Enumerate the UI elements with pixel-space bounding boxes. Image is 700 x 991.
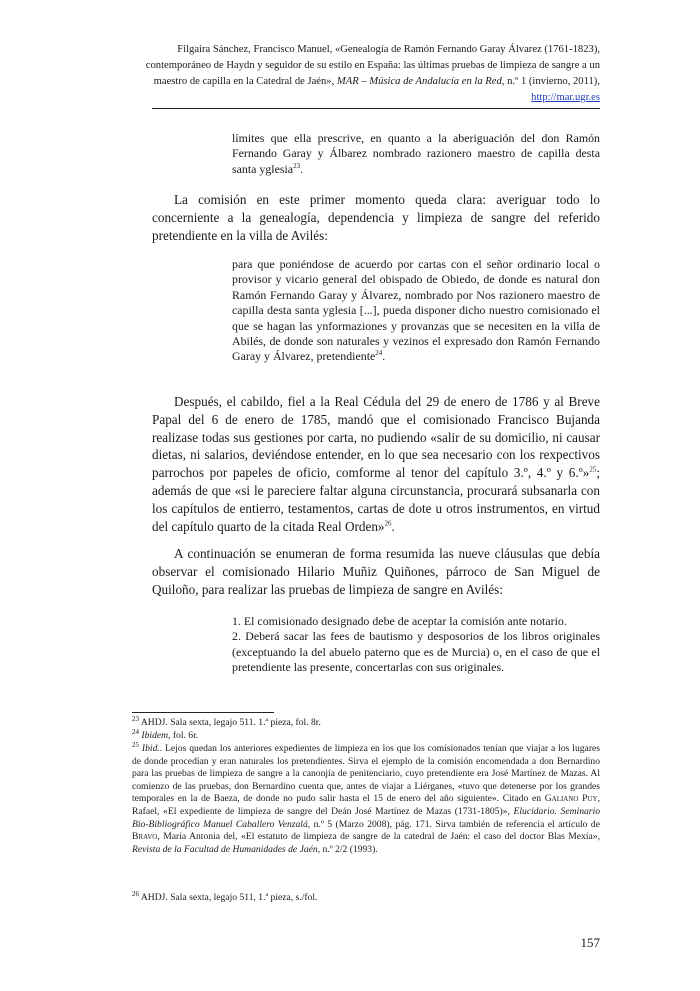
footnote-24-text: , fol. 6r. xyxy=(168,730,199,741)
paragraph-1-text: La comisión en este primer momento queda clara: averiguar todo lo concerniente a la genealogía, dependencia y limpieza de sangre del referido pretendiente en la villa de Avilés: xyxy=(152,192,600,243)
footnote-25 xyxy=(132,740,601,856)
footnote-24-number: 24 xyxy=(132,727,139,736)
block-quote-1-text: límites que ella prescrive, en quanto a la aberiguación del don Ramón Fernando Garay y Álbarez nombrado razionero maestro de capilla desta santa yglesia xyxy=(232,131,600,176)
paragraph-2-text-b: ; además de que «si le pareciere faltar alguna circunstancia, procurará subsanarla con los capítulos de entierro, testamentos, cartas de dote u otros instrumentos, en virtud del capítulo quarto de la citada Real Orden» xyxy=(152,465,600,534)
footnote-25-text-b: , Rafael, «El expediente de limpieza de sangre del Deán José Martínez de Mazas (1731-1805)», xyxy=(132,793,600,817)
footnote-ref-25[interactable]: 25 xyxy=(589,465,597,474)
footnote-25-text-e: , n.º 2/2 (1993). xyxy=(317,843,378,855)
paragraph-3-text: A continuación se enumeran de forma resumida las nueve cláusulas que debía observar el comisionado Hilario Muñiz Quiñones, párroco de San Miguel de Quiloño, para realizar las pruebas de limpieza de sangre en Avilés: xyxy=(152,546,600,597)
footnote-26-text: AHDJ. Sala sexta, legajo 511, 1.ª pieza, s./fol. xyxy=(140,892,318,903)
block-quote-1: límites que ella prescrive, en quanto a la aberiguación del don Ramón Fernando Garay y Álbarez nombrado razionero maestro de capilla desta santa yglesia$^{23}$. xyxy=(232,131,600,176)
block-quote-2: para que poniéndose de acuerdo por cartas con el señor ordinario local o provisor y vicario general del obispado de Obiedo, de donde es natural don Ramón Fernando Garay y Álvarez, nombrado por Nos razionero maestro de capilla desta santa yglesia [...], pueda disponer dicho nuestro comisionado el que se hagan las ynformaziones y provanzas que se necesiten en la villa de Abilés, de donde son naturales y vezinos el expresado don Ramón Fernando Garay y Álvarez, pretendiente$^{24}$. xyxy=(232,257,600,364)
footnote-24 xyxy=(132,727,600,743)
footnote-25-text-d: , María Antonia del, «El estatuto de limpieza de sangre de la catedral de Jaén: el caso del doctor Blas Mexía», xyxy=(157,831,600,843)
paragraph-1 xyxy=(152,191,600,244)
header-url-link[interactable]: http://mar.ugr.es xyxy=(531,92,600,103)
footnote-23-text: AHDJ. Sala sexta, legajo 511. 1.ª pieza, fol. 8r. xyxy=(140,717,321,728)
footnote-23 xyxy=(132,714,600,730)
paragraph-3 xyxy=(152,545,600,598)
block-quote-2-text: para que poniéndose de acuerdo por cartas con el señor ordinario local o provisor y vicario general del obispado de Obiedo, de donde es natural don Ramón Fernando Garay y Álvarez, nombrado por Nos razionero maestro de capilla desta santa yglesia [...], pueda disponer dicho nuestro comisionado el que se hagan las ynformaziones y provanzas que se necesiten en la villa de Abilés, de donde son naturales y vezinos el expresado don Ramón Fernando Garay y Álvarez, pretendiente xyxy=(232,257,600,364)
clause-item-2: 2. Deberá sacar las fees de bautismo y desposorios de los libros originales (exceptuando la del abuelo paterno que es de Murcia) o, en el caso de que el pretendiente las presente, concertarlas con sus originales. xyxy=(232,629,600,675)
header-issue: , n.º 1 (invierno, 2011), xyxy=(501,76,600,87)
footnote-25-text-c: , n.º 5 (Marzo 2008), pág. 171. Sirva también de referencia el artículo de xyxy=(307,818,600,830)
footnote-25-text-a: . Lejos quedan los anteriores expedientes de limpieza en los que los comisionados tenían que viajar a los lugares de donde procedían y eran naturales los pretendientes. Sirva el ejemplo de la comisión encomendada a don Bernardino para las pruebas de limpieza de sangre a la canonjía de penitenciario, cuyo pretendiente era José Martínez de Mazas. Al comienzo de las pruebas, don Bernardino cuenta que, antes de viajar a Liérganes, «tuvo que detenerse por los grandes temporales en la de Baeza, de donde no pudo salir hasta el 15 de enero del año siguiente». Citado en xyxy=(132,743,601,805)
clause-list xyxy=(232,614,600,676)
page-number: 157 xyxy=(580,935,600,950)
paragraph-2-text-a: Después, el cabildo, fiel a la Real Cédula del 29 de enero de 1786 y al Breve Papal del 6 de enero de 1785, mandó que el comisionado Francisco Bujanda realizase todas sus gestiones por carta, no pudiendo «salir de su domicilio, ni causar dietas, ni salarios, deviéndose entender, en lo que sea necesario con los rexpectivos parrochos por papeles de oficio, comforme al tenor del capítulo 3.º, 4.º y 6.º» xyxy=(152,394,600,481)
footnote-24-ibidem: Ibidem xyxy=(141,730,169,741)
footnote-ref-23[interactable]: 23 xyxy=(293,161,301,170)
footnote-25-ibid: Ibid. xyxy=(141,743,160,754)
footnote-25-author-2: Bravo xyxy=(132,831,158,843)
footnote-25-journal-2: Revista de la Facultad de Humanidades de Jaén xyxy=(132,843,318,855)
footnote-26-number: 26 xyxy=(132,889,139,898)
footnote-ref-26[interactable]: 26 xyxy=(384,519,392,528)
header-citation: Filgaira Sánchez, Francisco Manuel, «Genealogía de Ramón Fernando Garay Álvarez (1761-1823), contemporáneo de Haydn y seguidor de su estilo en España: las últimas pruebas de limpieza de sangre a un maestro de capilla en la Catedral de Jaén», xyxy=(145,44,600,87)
clause-item-1: 1. El comisionado designado debe de aceptar la comisión ante notario. xyxy=(232,614,567,628)
header-journal: MAR – Música de Andalucía en la Red xyxy=(336,76,502,87)
footnote-rule xyxy=(132,712,274,713)
footnote-25-journal-1: Elucidario. Seminario Bio-Bibliográfico Manuel Caballero Venzalá xyxy=(132,805,600,830)
header-rule xyxy=(152,108,600,109)
footnote-23-number: 23 xyxy=(132,714,139,723)
footnote-26 xyxy=(132,889,600,905)
footnote-25-author-1: Galiano Puy xyxy=(544,793,598,805)
paragraph-2: Después, el cabildo, fiel a la Real Cédula del 29 de enero de 1786 y al Breve Papal del 6 de enero de 1785, mandó que el comisionado Francisco Bujanda realizase todas sus gestiones por carta, no pudiendo «salir de su domicilio, ni causar dietas, ni salarios, deviéndose entender, en lo que sea necesario con los rexpectivos parrochos por papeles de oficio, comforme al tenor del capítulo 3.º, 4.º y 6.º»$^{25}$; además de que «si le pareciere faltar alguna circunstancia, procurará subsanarla con los capítulos de entierro, testamentos, cartas de dote u otros instrumentos, en virtud del capítulo quarto de la citada Real Orden»$^{26}$. xyxy=(152,394,600,534)
footnote-ref-24[interactable]: 24 xyxy=(375,349,383,358)
running-header xyxy=(130,42,600,106)
footnote-25-number: 25 xyxy=(132,740,139,749)
